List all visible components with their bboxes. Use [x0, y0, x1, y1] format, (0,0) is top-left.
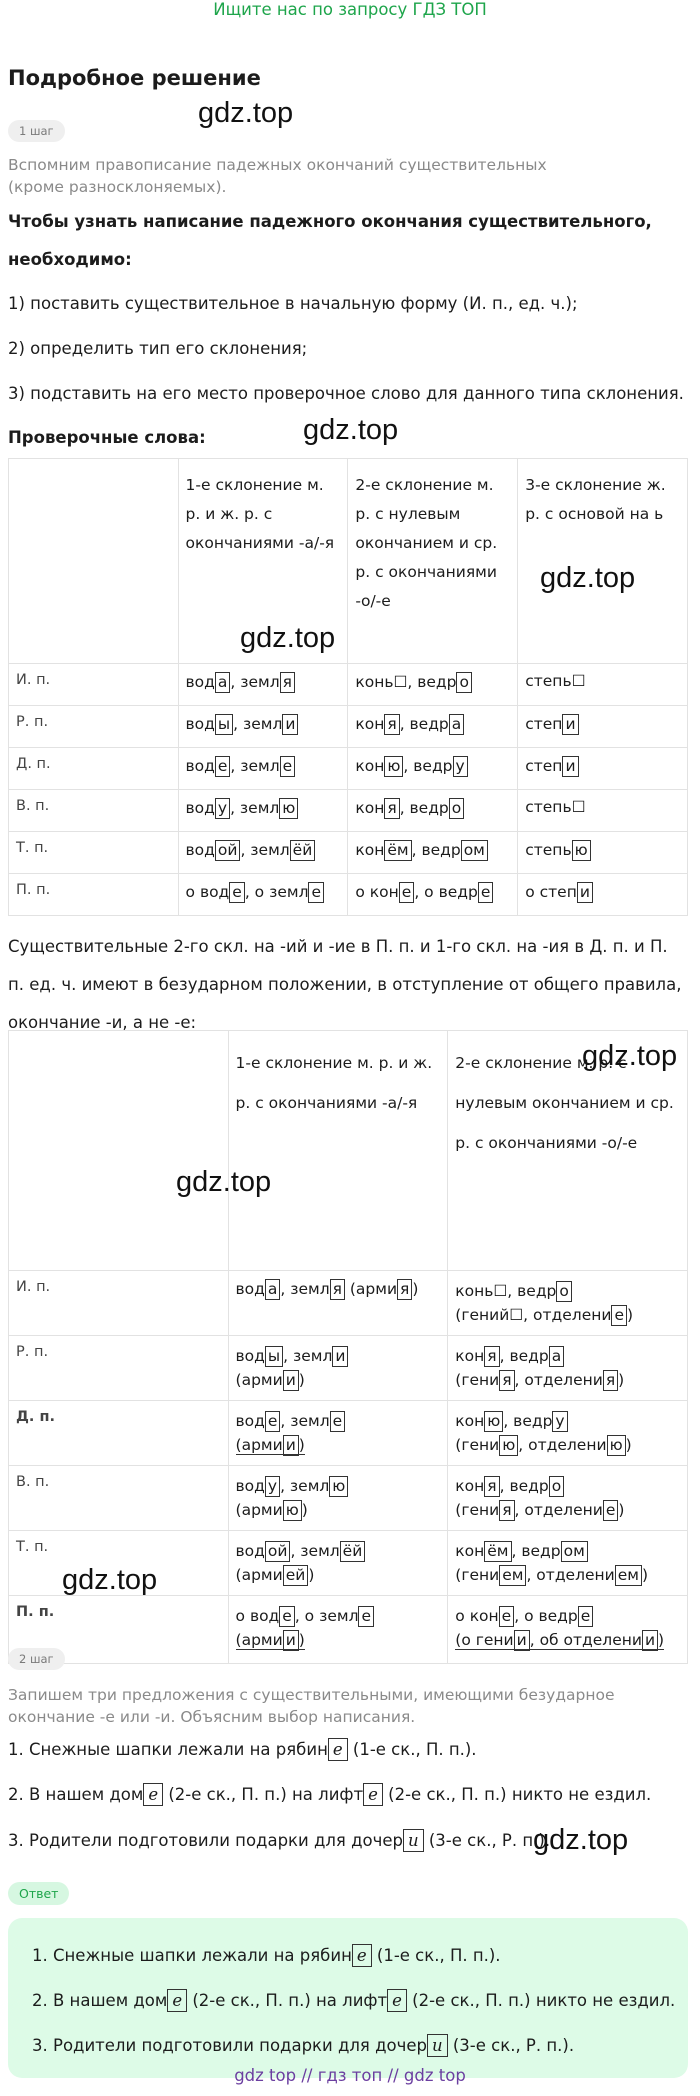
table-header-decl2: 2-е склонение м. р. с нулевым окончанием и ср. р. с окончаниями -о/-е — [348, 459, 518, 664]
case-label: П. п. — [9, 874, 179, 916]
step2-intro: Запишем три предложения с существительными, имеющими безударное окончание -е или -и. Объясним выбор написания. — [8, 1686, 615, 1726]
footer-links[interactable]: gdz top // гдз топ // gdz top — [234, 2066, 466, 2085]
answer-badge: Ответ — [8, 1882, 69, 1905]
table-cell: кон я , ведр а (гени я , отделени я ) — [448, 1336, 688, 1401]
table-row — [9, 832, 688, 874]
table-row — [9, 706, 688, 748]
table-cell: о вод е , о земл е — [178, 874, 348, 916]
table-header-decl1: 1-е склонение м. р. и ж. р. с окончаниями -а/-я — [228, 1031, 448, 1271]
case-label: И. п. — [9, 1271, 229, 1336]
table-row — [9, 748, 688, 790]
table-cell: степ и — [518, 706, 688, 748]
answer-sentence-1: 1. Снежные шапки лежали на рябин е (1-е ск., П. п.). — [32, 1946, 501, 1965]
table-header-empty — [9, 459, 179, 664]
table-cell: кон я , ведр о (гени я , отделени е ) — [448, 1466, 688, 1531]
case-label: П. п. — [9, 1596, 229, 1664]
sentence-2: 2. В нашем дом е (2-е ск., П. п.) на лифт е (2-е ск., П. п.) никто не ездил. — [8, 1785, 652, 1804]
table-row — [9, 1401, 688, 1466]
table-cell: степь☐ — [518, 790, 688, 832]
case-label: В. п. — [9, 790, 179, 832]
table-cell: вод а , земл я (арми я ) — [228, 1271, 448, 1336]
table-row — [9, 664, 688, 706]
table-cell: о кон е , о ведр е — [348, 874, 518, 916]
watermark: gdz.top — [198, 97, 294, 129]
rule-heading-line1: Чтобы узнать написание падежного окончания существительного, — [8, 212, 652, 231]
table-cell: вод е , земл е — [178, 748, 348, 790]
table-cell: вод ы , земл и — [178, 706, 348, 748]
case-label: Д. п. — [9, 748, 179, 790]
table-cell: кон я , ведр о — [348, 790, 518, 832]
table-cell: вод у , земл ю — [178, 790, 348, 832]
table-row — [9, 1336, 688, 1401]
watermark: gdz.top — [540, 562, 636, 594]
case-label: Р. п. — [9, 1336, 229, 1401]
watermark: gdz.top — [303, 414, 399, 446]
search-hint-link[interactable]: Ищите нас по запросу ГДЗ ТОП — [213, 0, 487, 19]
table-cell: вод ой , земл ёй — [178, 832, 348, 874]
case-label: Р. п. — [9, 706, 179, 748]
watermark: gdz.top — [582, 1040, 678, 1072]
table-cell: о степ и — [518, 874, 688, 916]
table-row — [9, 1466, 688, 1531]
step-badge-1: 1 шаг — [8, 120, 65, 142]
sentence-1: 1. Снежные шапки лежали на рябин е (1-е ск., П. п.). — [8, 1740, 477, 1759]
table-cell: кон ём , ведр ом — [348, 832, 518, 874]
page-title: Подробное решение — [8, 66, 261, 90]
table-cell: степ и — [518, 748, 688, 790]
table-row — [9, 790, 688, 832]
case-label: В. п. — [9, 1466, 229, 1531]
table-cell: вод а , земл я — [178, 664, 348, 706]
table-cell: кон я , ведр а — [348, 706, 518, 748]
rule-item-1: 1) поставить существительное в начальную форму (И. п., ед. ч.); — [8, 294, 578, 313]
table-header-decl3: 3-е склонение ж. р. с основой на ь — [518, 459, 688, 664]
table-header-empty — [9, 1031, 229, 1271]
table-cell: кон ю , ведр у (гени ю , отделени ю ) — [448, 1401, 688, 1466]
table-cell: вод е , земл е (арми и ) — [228, 1401, 448, 1466]
rule-item-2: 2) определить тип его склонения; — [8, 339, 308, 358]
table-cell: вод ой , земл ёй (арми ей ) — [228, 1531, 448, 1596]
case-label: Д. п. — [9, 1401, 229, 1466]
watermark: gdz.top — [533, 1824, 629, 1856]
case-label: Т. п. — [9, 832, 179, 874]
table-cell: степь ю — [518, 832, 688, 874]
table-cell: вод ы , земл и (арми и ) — [228, 1336, 448, 1401]
watermark: gdz.top — [176, 1166, 272, 1198]
table-cell: конь☐, ведр о — [348, 664, 518, 706]
table-cell: кон ём , ведр ом (гени ем , отделени ем ) — [448, 1531, 688, 1596]
exception-rule-text: Существительные 2-го скл. на -ий и -ие в П. п. и 1-го скл. на -ия в Д. п. и П. п. ед. ч. имеют в безударном положении, в отступление от общего правила, окончание -и, а не -е: — [8, 937, 682, 1032]
answer-sentence-3: 3. Родители подготовили подарки для дочер и (3-е ск., Р. п.). — [32, 2036, 575, 2055]
table-cell: конь☐, ведр о (гений☐, отделени е ) — [448, 1271, 688, 1336]
table-cell: степь☐ — [518, 664, 688, 706]
step1-intro: Вспомним правописание падежных окончаний существительных (кроме разносклоняемых). — [8, 156, 547, 196]
watermark: gdz.top — [62, 1564, 158, 1596]
table-cell: вод у , земл ю (арми ю ) — [228, 1466, 448, 1531]
table-cell: кон ю , ведр у — [348, 748, 518, 790]
table-header-decl2: 2-е склонение м. р. с нулевым окончанием и ср. р. с окончаниями -о/-е — [448, 1031, 688, 1271]
step-badge-2: 2 шаг — [8, 1648, 65, 1670]
table-cell: о вод е , о земл е (арми и ) — [228, 1596, 448, 1664]
table-cell: о кон е , о ведр е (о гени и , об отделени и ) — [448, 1596, 688, 1664]
case-label: Т. п. — [9, 1531, 229, 1596]
case-label: И. п. — [9, 664, 179, 706]
sentence-3: 3. Родители подготовили подарки для дочер и (3-е ск., Р. п.). — [8, 1831, 551, 1850]
table-row — [9, 1596, 688, 1664]
table-row — [9, 1271, 688, 1336]
rule-item-3: 3) подставить на его место проверочное слово для данного типа склонения. — [8, 384, 684, 403]
check-words-label: Проверочные слова: — [8, 428, 206, 447]
table-header-decl1: 1-е склонение м. р. и ж. р. с окончаниями -а/-я — [178, 459, 348, 664]
watermark: gdz.top — [240, 622, 336, 654]
answer-sentence-2: 2. В нашем дом е (2-е ск., П. п.) на лифт е (2-е ск., П. п.) никто не ездил. — [32, 1991, 676, 2010]
declension-table — [8, 458, 688, 916]
table-row — [9, 874, 688, 916]
rule-heading-line2: необходимо: — [8, 250, 132, 269]
